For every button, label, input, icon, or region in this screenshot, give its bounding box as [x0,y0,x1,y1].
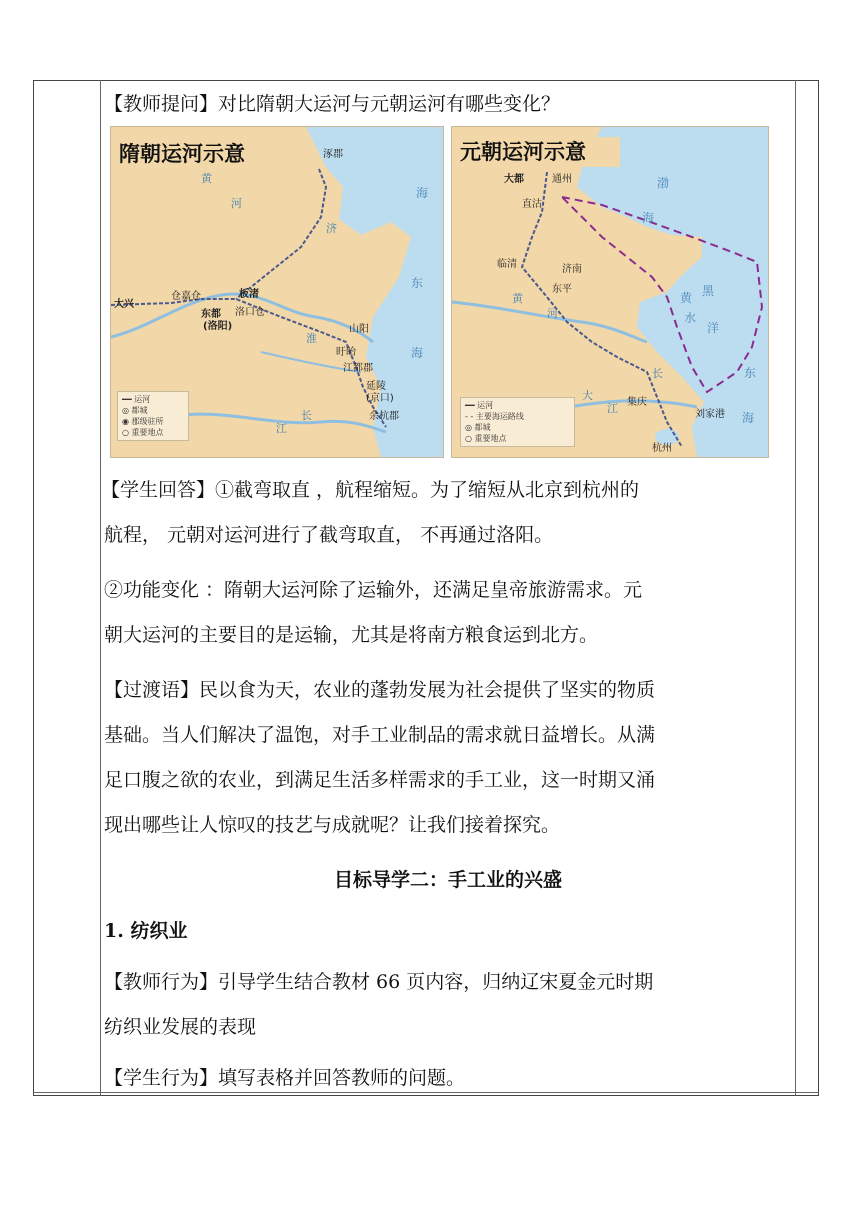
svg-text:水: 水 [684,311,697,325]
transition-line-1: 【过渡语】民以食为天，农业的蓬勃发展为社会提供了坚实的物质 [104,679,656,701]
svg-text:东: 东 [744,366,757,380]
svg-text:海: 海 [416,186,429,200]
svg-text:板渚: 板渚 [239,289,259,300]
map-legend-left: ━━ 运河 ◎ 都城 ◉ 郡级驻所 ○ 重要地点 [117,391,189,441]
student-action: 【学生行为】填写表格并回答教师的问题。 [104,1067,466,1089]
map-legend-right: ━━ 运河 - - 主要海运路线 ◎ 都城 ○ 重要地点 [460,397,575,447]
svg-text:通州: 通州 [552,174,572,185]
svg-text:海: 海 [742,411,755,425]
svg-text:仓嘉仓: 仓嘉仓 [171,291,201,302]
svg-text:杭州: 杭州 [652,443,672,454]
yuan-canal-map [451,126,769,458]
section-title: 目标导学二：手工业的兴盛 [333,869,562,891]
svg-text:济南: 济南 [562,264,582,275]
svg-text:东都: 东都 [201,309,221,320]
map-title-left: 隋朝运河示意 [119,142,245,166]
svg-text:长: 长 [652,367,663,380]
teacher-question: 【教师提问】对比隋朝大运河与元朝运河有哪些变化？ [104,93,561,115]
student-answer-1-line-1: 【学生回答】①截弯取直 ，航程缩短。为了缩短从北京到杭州的 [101,479,640,501]
svg-text:延陵: 延陵 [366,381,386,392]
svg-text:洋: 洋 [707,321,720,335]
svg-text:盱眙: 盱眙 [336,347,356,358]
teacher-action-line-1: 【教师行为】引导学生结合教材 66 页内容，归纳辽宋夏金元时期 [104,971,654,993]
svg-text:淮: 淮 [306,332,317,345]
table-column-divider [795,80,796,1096]
sui-canal-map [110,126,444,458]
svg-text:黄: 黄 [512,292,523,305]
svg-text:(洛阳): (洛阳) [203,321,233,332]
svg-text:大兴: 大兴 [114,299,134,310]
map-title-right: 元朝运河示意 [460,140,586,164]
svg-text:涿郡: 涿郡 [323,149,343,160]
svg-text:江都郡: 江都郡 [343,363,373,374]
svg-text:集庆: 集庆 [627,397,647,408]
svg-text:洛口仓: 洛口仓 [235,307,265,318]
teacher-action-line-2: 纺织业发展的表现 [104,1016,257,1038]
svg-text:海: 海 [642,211,655,225]
svg-text:河: 河 [547,307,558,320]
table-column-divider [100,80,101,1096]
transition-line-4: 现出哪些让人惊叹的技艺与成就呢？让我们接着探究。 [104,814,561,836]
svg-text:江: 江 [276,422,287,435]
svg-text:山阳: 山阳 [349,324,369,335]
svg-text:临清: 临清 [497,259,517,270]
lesson-content [101,86,792,1097]
transition-line-2: 基础。当人们解决了温饱，对手工业制品的需求就日益增长。从满 [104,724,656,746]
svg-text:直沽: 直沽 [522,199,542,210]
student-answer-2-line-2: 朝大运河的主要目的是运输，尤其是将南方粮食运到北方。 [104,624,599,646]
svg-text:长: 长 [301,409,312,422]
svg-text:黄: 黄 [680,291,693,305]
svg-text:东: 东 [411,276,424,290]
svg-text:渤: 渤 [657,176,670,190]
student-answer-1-line-2: 航程， 元朝对运河进行了截弯取直， 不再通过洛阳。 [104,524,554,546]
svg-text:(京口): (京口) [366,393,394,404]
svg-text:济: 济 [326,222,337,235]
svg-text:海: 海 [411,346,424,360]
student-answer-2-line-1: ②功能变化 ：隋朝大运河除了运输外，还满足皇帝旅游需求。元 [104,579,643,601]
svg-text:东平: 东平 [552,284,572,295]
svg-text:河: 河 [231,197,242,210]
svg-text:大: 大 [582,389,593,402]
svg-text:江: 江 [607,402,618,415]
svg-text:黑: 黑 [702,284,715,298]
subsection-title: 1. 纺织业 [104,920,188,942]
transition-line-3: 足口腹之欲的农业，到满足生活多样需求的手工业，这一时期又涌 [104,769,656,791]
svg-text:余杭郡: 余杭郡 [369,411,399,422]
canal-maps [110,126,792,458]
svg-text:刘家港: 刘家港 [695,409,725,420]
svg-text:黄: 黄 [201,172,212,185]
svg-text:大都: 大都 [504,174,524,185]
